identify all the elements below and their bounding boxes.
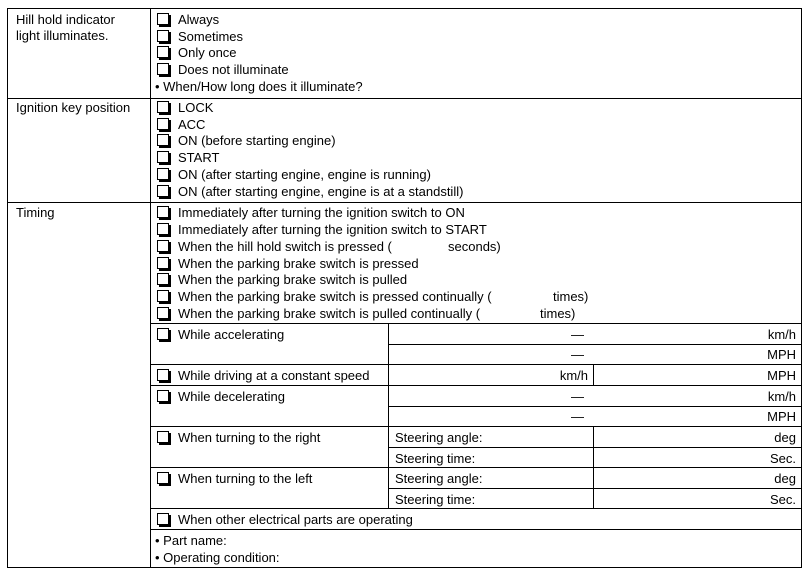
seconds-suffix: seconds)	[448, 239, 501, 254]
steering-time-label: Steering time:	[395, 492, 476, 507]
sub-row-divider	[150, 529, 802, 530]
times-suffix: times)	[540, 306, 576, 321]
unit-kmh: km/h	[767, 389, 796, 404]
checkbox-decelerating[interactable]	[157, 390, 169, 402]
sub-row-divider	[150, 426, 802, 427]
option-label: Only once	[178, 45, 237, 60]
sub-row-divider	[150, 467, 802, 468]
range-dash: —	[571, 389, 584, 404]
timing-label: Timing	[16, 205, 55, 220]
table-border-left	[7, 8, 8, 568]
row-divider	[7, 202, 802, 203]
steering-angle-label: Steering angle:	[395, 430, 483, 445]
checkbox-start[interactable]	[157, 151, 169, 163]
sub-column-divider	[593, 426, 594, 509]
turning-right-label: When turning to the right	[178, 430, 321, 445]
checkbox-parking-brake-pressed[interactable]	[157, 257, 169, 269]
checkbox-on-before-start[interactable]	[157, 134, 169, 146]
sub-row-divider	[388, 344, 802, 345]
option-label: Does not illuminate	[178, 62, 289, 77]
checkbox-turning-left[interactable]	[157, 472, 169, 484]
checkbox-parking-brake-pulled-continually[interactable]	[157, 307, 169, 319]
option-label: When the parking brake switch is pulled	[178, 272, 408, 287]
option-label: ON (before starting engine)	[178, 133, 336, 148]
other-electrical-label: When other electrical parts are operating	[178, 512, 413, 527]
ignition-label: Ignition key position	[16, 100, 131, 115]
sub-column-divider	[593, 364, 594, 386]
option-label: Immediately after turning the ignition switch to START	[178, 222, 487, 237]
steering-angle-label: Steering angle:	[395, 471, 483, 486]
checkbox-constant-speed[interactable]	[157, 369, 169, 381]
option-label: LOCK	[178, 100, 214, 115]
sub-row-divider	[150, 364, 802, 365]
column-divider	[150, 8, 151, 568]
option-label: When the parking brake switch is pressed continually (	[178, 289, 492, 304]
steering-time-label: Steering time:	[395, 451, 476, 466]
option-label: When the hill hold switch is pressed (	[178, 239, 392, 254]
unit-mph: MPH	[767, 368, 796, 383]
range-dash: —	[571, 347, 584, 362]
checkbox-accelerating[interactable]	[157, 328, 169, 340]
sub-row-divider	[150, 508, 802, 509]
constant-speed-label: While driving at a constant speed	[178, 368, 370, 383]
table-border-right	[801, 8, 802, 568]
checkbox-only-once[interactable]	[157, 46, 169, 58]
option-label: ON (after starting engine, engine is running)	[178, 167, 431, 182]
illumination-note: • When/How long does it illuminate?	[155, 79, 363, 94]
option-label: Immediately after turning the ignition switch to ON	[178, 205, 465, 220]
hill-hold-label: Hill hold indicator light illuminates.	[16, 12, 115, 43]
option-label: ACC	[178, 117, 206, 132]
unit-deg: deg	[774, 471, 796, 486]
unit-kmh: km/h	[559, 368, 588, 383]
table-border-top	[7, 8, 802, 9]
checkbox-does-not-illuminate[interactable]	[157, 63, 169, 75]
times-suffix: times)	[553, 289, 589, 304]
option-label: When the parking brake switch is pressed	[178, 256, 419, 271]
range-dash: —	[571, 409, 584, 424]
row-divider	[7, 98, 802, 99]
checkbox-other-electrical[interactable]	[157, 513, 169, 525]
checkbox-after-ignition-start[interactable]	[157, 223, 169, 235]
operating-condition-label: • Operating condition:	[155, 550, 280, 565]
sub-row-divider	[150, 323, 802, 324]
checkbox-on-engine-standstill[interactable]	[157, 185, 169, 197]
checkbox-always[interactable]	[157, 13, 169, 25]
sub-row-divider	[150, 385, 802, 386]
part-name-label: • Part name:	[155, 533, 227, 548]
range-dash: —	[571, 327, 584, 342]
unit-sec: Sec.	[769, 492, 796, 507]
option-label: START	[178, 150, 220, 165]
checkbox-parking-brake-pulled[interactable]	[157, 273, 169, 285]
unit-mph: MPH	[767, 347, 796, 362]
accelerating-label: While accelerating	[178, 327, 285, 342]
checkbox-hill-hold-pressed[interactable]	[157, 240, 169, 252]
turning-left-label: When turning to the left	[178, 471, 313, 486]
option-label: ON (after starting engine, engine is at a standstill)	[178, 184, 464, 199]
sub-row-divider	[388, 488, 802, 489]
option-label: When the parking brake switch is pulled continually (	[178, 306, 481, 321]
checkbox-parking-brake-pressed-continually[interactable]	[157, 290, 169, 302]
unit-mph: MPH	[767, 409, 796, 424]
checkbox-turning-right[interactable]	[157, 431, 169, 443]
unit-sec: Sec.	[769, 451, 796, 466]
sub-row-divider	[388, 447, 802, 448]
unit-kmh: km/h	[767, 327, 796, 342]
decelerating-label: While decelerating	[178, 389, 285, 404]
table-border-bottom	[7, 567, 802, 568]
checkbox-sometimes[interactable]	[157, 30, 169, 42]
checkbox-on-engine-running[interactable]	[157, 168, 169, 180]
checkbox-acc[interactable]	[157, 118, 169, 130]
sub-row-divider	[388, 406, 802, 407]
unit-deg: deg	[774, 430, 796, 445]
option-label: Sometimes	[178, 29, 244, 44]
option-label: Always	[178, 12, 220, 27]
sub-column-divider	[388, 323, 389, 509]
checkbox-after-ignition-on[interactable]	[157, 206, 169, 218]
checkbox-lock[interactable]	[157, 101, 169, 113]
